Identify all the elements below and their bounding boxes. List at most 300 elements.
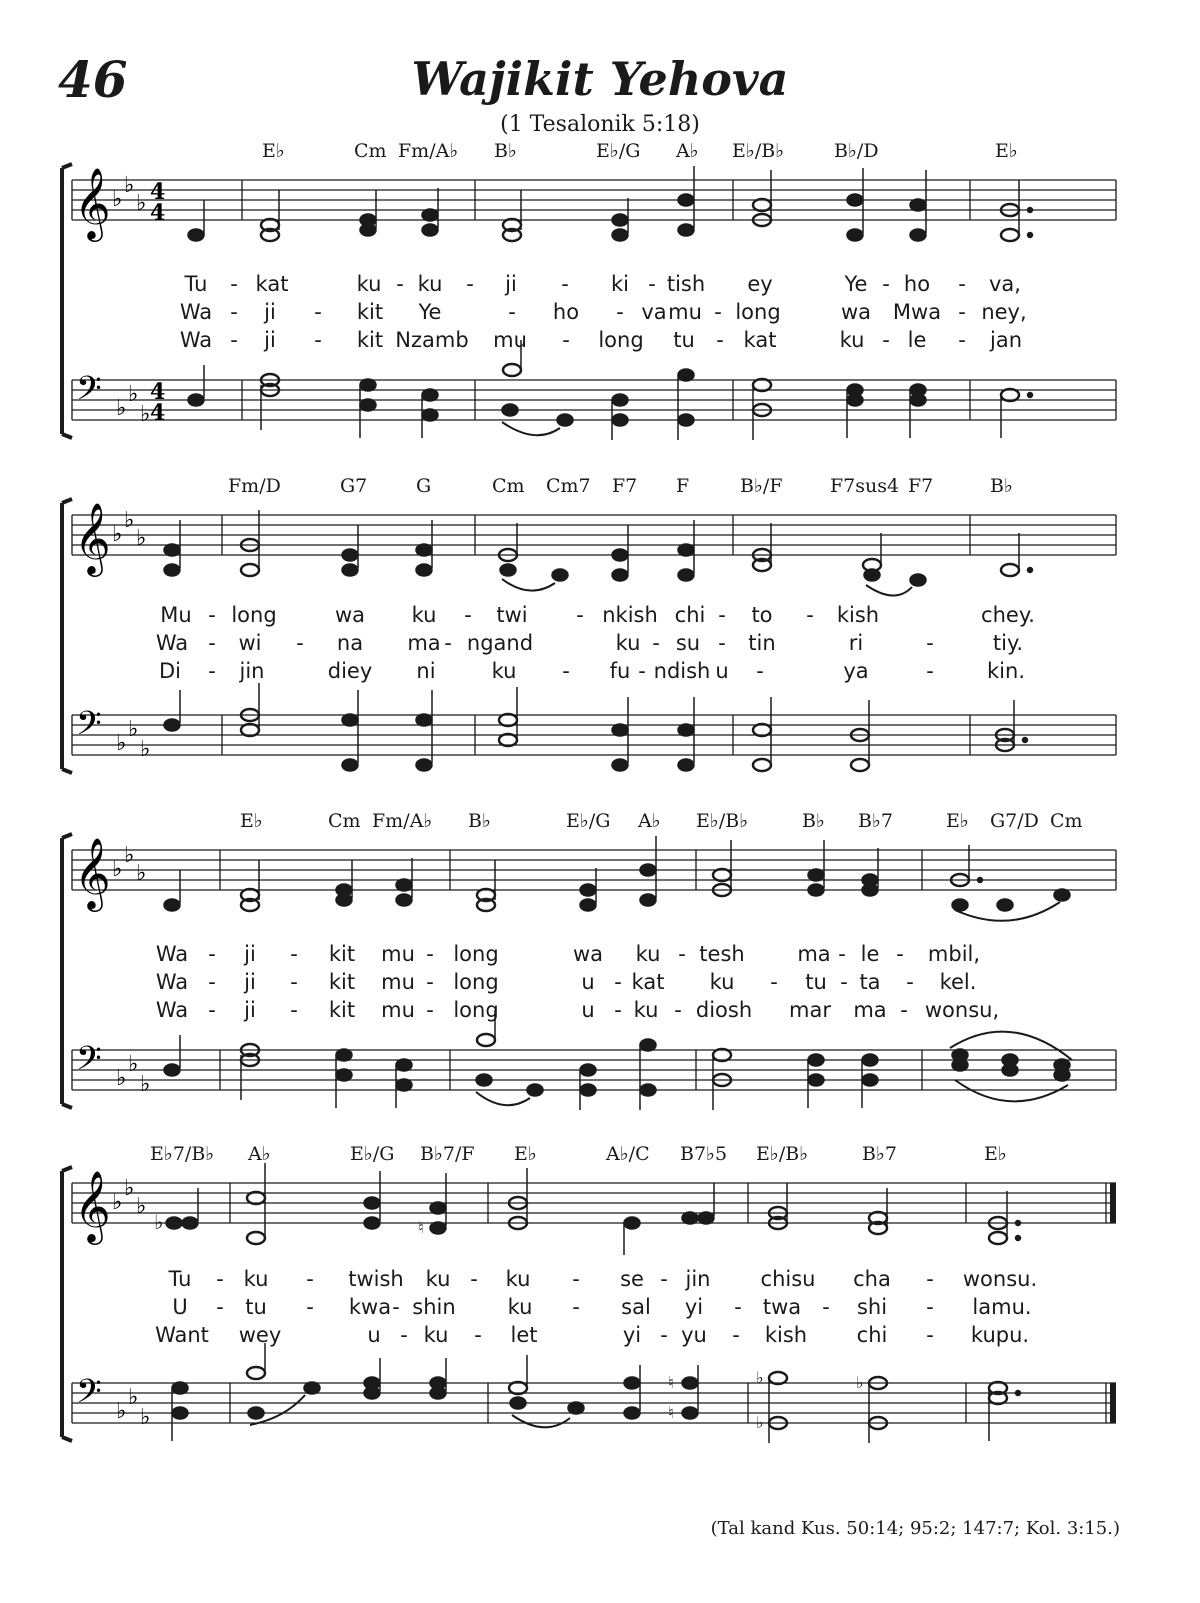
chord-symbol: A♭	[676, 140, 699, 162]
svg-text:♭: ♭	[136, 1194, 147, 1219]
lyric-syllable: -	[306, 1267, 314, 1291]
lyric-syllable: Want	[155, 1323, 209, 1347]
lyric-syllable: Ye	[418, 300, 442, 324]
music-system-4	[0, 1143, 1200, 1453]
chord-symbol: E♭/B♭	[756, 1143, 809, 1165]
lyric-syllable: mu	[668, 300, 702, 324]
lyric-syllable: -	[208, 603, 216, 627]
chord-symbol: Fm/A♭	[372, 810, 433, 832]
lyric-syllable: ku	[839, 328, 865, 352]
lyric-syllable: -	[400, 1323, 408, 1347]
lyric-syllable: diey	[327, 659, 373, 683]
lyric-syllable: Ye	[844, 272, 868, 296]
lyric-syllable: kit	[328, 970, 356, 994]
lyric-syllable: -	[718, 631, 726, 655]
lyric-syllable: -	[314, 300, 322, 324]
lyric-syllable: chi	[856, 1323, 888, 1347]
lyric-syllable: wa	[840, 300, 872, 324]
lyric-syllable: -	[572, 1267, 580, 1291]
lyric-syllable: le	[860, 942, 880, 966]
lyric-syllable: wi	[238, 631, 262, 655]
lyric-syllable: -	[561, 272, 569, 296]
svg-text:♭: ♭	[140, 1405, 151, 1430]
chord-symbol: Cm	[492, 475, 525, 497]
lyric-syllable: ma	[407, 631, 441, 655]
lyric-syllable: tu	[245, 1295, 267, 1319]
chord-symbol: E♭/B♭	[732, 140, 785, 162]
lyric-syllable: Nzamb	[395, 328, 469, 352]
chord-symbol: B♭7	[862, 1143, 898, 1165]
chord-symbol: E♭/B♭	[696, 810, 749, 832]
chord-symbol: B♭/D	[834, 140, 879, 162]
svg-text:♭: ♭	[128, 1052, 139, 1077]
lyric-syllable: -	[208, 998, 216, 1022]
lyric-syllable: yi	[684, 1295, 704, 1319]
lyric-syllable: -	[716, 328, 724, 352]
chord-symbol: E♭	[995, 140, 1018, 162]
lyrics-verse-3	[0, 998, 1200, 1026]
chord-symbol: F7sus4	[830, 475, 900, 497]
chord-symbol: F7	[908, 475, 934, 497]
lyric-syllable: ku	[356, 272, 382, 296]
lyric-syllable: kwa	[348, 1295, 392, 1319]
lyric-syllable: ney,	[981, 300, 1027, 324]
svg-text:♭: ♭	[112, 522, 123, 547]
chord-symbol: B♭7	[858, 810, 894, 832]
lyric-syllable: -	[426, 998, 434, 1022]
lyric-syllable: -	[208, 659, 216, 683]
lyric-syllable: ji	[505, 272, 517, 296]
lyric-syllable: ma	[797, 942, 831, 966]
lyric-syllable: ku	[633, 998, 659, 1022]
lyric-syllable: va	[641, 300, 667, 324]
lyric-syllable: -	[660, 1323, 668, 1347]
chord-symbol: B♭7/F	[420, 1143, 475, 1165]
svg-text:♭: ♭	[128, 382, 139, 407]
lyric-syllable: tish	[666, 272, 706, 296]
lyric-syllable: kel.	[939, 970, 977, 994]
music-system-2	[0, 475, 1200, 785]
svg-text:♭: ♭	[856, 1373, 864, 1392]
lyric-syllable: -	[508, 300, 516, 324]
lyric-syllable: ta	[859, 970, 881, 994]
lyric-syllable: ku	[425, 1267, 451, 1291]
lyric-syllable: -	[674, 998, 682, 1022]
song-title: Wajikit Yehova	[411, 52, 789, 106]
lyric-syllable: long	[453, 970, 499, 994]
lyric-syllable: Tu	[184, 272, 208, 296]
lyric-syllable: -	[466, 272, 474, 296]
chord-symbol: G7/D	[990, 810, 1039, 832]
lyric-syllable: -	[474, 1323, 482, 1347]
chord-symbol: B♭	[802, 810, 825, 832]
lyric-syllable: diosh	[695, 998, 753, 1022]
lyric-syllable: kit	[356, 300, 384, 324]
lyric-syllable: ku	[635, 942, 661, 966]
svg-text:♮: ♮	[418, 1218, 424, 1237]
music-system-3	[0, 810, 1200, 1120]
svg-text:4: 4	[150, 400, 166, 426]
lyric-syllable: ku	[411, 603, 437, 627]
lyric-syllable: -	[562, 659, 570, 683]
lyric-syllable: -	[958, 272, 966, 296]
lyric-syllable: kit	[328, 998, 356, 1022]
chord-symbol: G	[416, 475, 432, 497]
lyric-syllable: long	[598, 328, 644, 352]
lyric-syllable: Wa	[179, 328, 213, 352]
svg-text:𝄢: 𝄢	[76, 1373, 102, 1419]
chord-symbol: E♭7/B♭	[150, 1143, 215, 1165]
lyric-syllable: ya	[843, 659, 869, 683]
lyric-syllable: u	[581, 970, 595, 994]
chord-symbol: A♭/C	[606, 1143, 650, 1165]
lyric-syllable: -	[290, 942, 298, 966]
lyric-syllable: mu	[381, 942, 415, 966]
lyric-syllable: Wa	[155, 631, 189, 655]
lyric-syllable: -	[572, 1295, 580, 1319]
lyric-syllable: -	[208, 970, 216, 994]
lyric-syllable: -	[290, 998, 298, 1022]
chord-symbol: E♭	[946, 810, 969, 832]
svg-text:♭: ♭	[128, 717, 139, 742]
svg-text:𝄞: 𝄞	[74, 836, 111, 909]
lyric-syllable: -	[562, 328, 570, 352]
chord-symbol: B♭	[494, 140, 517, 162]
lyrics-verse-1	[0, 942, 1200, 970]
svg-text:♭: ♭	[116, 731, 127, 756]
lyric-syllable: long	[735, 300, 781, 324]
chord-symbol: E♭	[262, 140, 285, 162]
lyric-syllable: -	[396, 272, 404, 296]
lyric-syllable: -	[576, 603, 584, 627]
svg-text:♭: ♭	[140, 1072, 151, 1097]
lyrics-verse-3	[0, 1323, 1200, 1351]
lyric-syllable: twa	[762, 1295, 802, 1319]
svg-text:♭: ♭	[124, 843, 135, 868]
lyric-syllable: Wa	[155, 998, 189, 1022]
chord-symbol: E♭	[984, 1143, 1007, 1165]
lyric-syllable: -	[426, 942, 434, 966]
lyric-syllable: kit	[356, 328, 384, 352]
lyric-syllable: -	[296, 631, 304, 655]
lyric-syllable: -	[306, 1295, 314, 1319]
lyric-syllable: -	[392, 1295, 400, 1319]
chord-symbol: Fm/A♭	[398, 140, 459, 162]
lyric-syllable: -	[678, 942, 686, 966]
music-system-1	[0, 140, 1200, 450]
svg-text:♭: ♭	[112, 1190, 123, 1215]
svg-text:𝄢: 𝄢	[76, 1040, 102, 1086]
lyric-syllable: ho	[552, 300, 580, 324]
lyric-syllable: cha	[853, 1267, 891, 1291]
lyric-syllable: -	[926, 1323, 934, 1347]
lyric-syllable: ngand	[466, 631, 534, 655]
lyric-syllable: mu	[381, 998, 415, 1022]
lyric-syllable: long	[453, 942, 499, 966]
lyric-syllable: tu	[673, 328, 695, 352]
lyric-syllable: -	[230, 328, 238, 352]
lyric-syllable: mu	[493, 328, 527, 352]
svg-text:♭: ♭	[124, 508, 135, 533]
lyric-syllable: ku	[243, 1267, 269, 1291]
svg-text:♭: ♭	[124, 1176, 135, 1201]
lyric-syllable: jan	[989, 328, 1023, 352]
lyric-syllable: -	[734, 1295, 742, 1319]
lyric-syllable: -	[896, 942, 904, 966]
lyric-syllable: Mwa	[892, 300, 942, 324]
lyric-syllable: jin	[685, 1267, 711, 1291]
lyric-syllable: -	[840, 970, 848, 994]
svg-text:♮: ♮	[668, 1373, 674, 1392]
svg-text:♭: ♭	[112, 187, 123, 212]
lyric-syllable: ndish	[653, 659, 711, 683]
footer-reference: (Tal kand Kus. 50:14; 95:2; 147:7; Kol. 3:15.)	[710, 1518, 1120, 1539]
lyric-syllable: mu	[381, 970, 415, 994]
lyric-syllable: wonsu.	[962, 1267, 1038, 1291]
svg-text:4: 4	[150, 379, 166, 405]
svg-text:𝄞: 𝄞	[74, 166, 111, 239]
lyric-syllable: kin.	[987, 659, 1025, 683]
lyric-syllable: nkish	[602, 603, 658, 627]
svg-text:♭: ♭	[136, 526, 147, 551]
lyric-syllable: ku	[417, 272, 443, 296]
lyric-syllable: -	[216, 1295, 224, 1319]
svg-text:♮: ♮	[668, 1403, 674, 1422]
lyric-syllable: chey.	[981, 603, 1035, 627]
chord-symbol: Cm7	[546, 475, 591, 497]
lyric-syllable: Wa	[155, 970, 189, 994]
lyric-syllable: -	[926, 1295, 934, 1319]
lyric-syllable: sal	[621, 1295, 651, 1319]
lyric-syllable: long	[231, 603, 277, 627]
lyric-syllable: u	[367, 1323, 381, 1347]
lyric-syllable: twi	[496, 603, 528, 627]
lyric-syllable: -	[314, 328, 322, 352]
lyric-syllable: u	[581, 998, 595, 1022]
lyric-syllable: -	[770, 970, 778, 994]
lyric-syllable: -	[822, 1295, 830, 1319]
chord-symbol: Cm	[328, 810, 361, 832]
lyric-syllable: tin	[748, 631, 776, 655]
chord-symbol: E♭/G	[350, 1143, 395, 1165]
lyric-syllable: ey	[747, 272, 773, 296]
chord-symbol: B♭	[990, 475, 1013, 497]
lyric-syllable: jin	[239, 659, 265, 683]
lyrics-verse-2	[0, 1295, 1200, 1323]
lyric-syllable: -	[290, 970, 298, 994]
lyric-syllable: ku	[423, 1323, 449, 1347]
lyric-syllable: u	[715, 659, 729, 683]
lyric-syllable: -	[906, 970, 914, 994]
lyric-syllable: va,	[989, 272, 1021, 296]
lyric-syllable: ku	[507, 1295, 533, 1319]
lyric-syllable: lamu.	[972, 1295, 1032, 1319]
lyric-syllable: -	[660, 1267, 668, 1291]
lyric-syllable: -	[616, 300, 624, 324]
lyric-syllable: ku	[615, 631, 641, 655]
lyric-syllable: -	[806, 603, 814, 627]
chord-symbol: B7♭5	[680, 1143, 728, 1165]
lyric-syllable: ji	[244, 998, 256, 1022]
lyric-syllable: -	[208, 631, 216, 655]
lyric-syllable: -	[882, 272, 890, 296]
lyric-syllable: yu	[681, 1323, 707, 1347]
svg-text:♭: ♭	[136, 861, 147, 886]
lyric-syllable: -	[208, 942, 216, 966]
song-number: 46	[58, 50, 128, 109]
lyric-syllable: ho	[903, 272, 931, 296]
lyric-syllable: -	[838, 942, 846, 966]
svg-text:♭: ♭	[756, 1368, 764, 1387]
chord-symbol: Cm	[1050, 810, 1083, 832]
lyric-syllable: wa	[572, 942, 604, 966]
chord-symbol: F7	[612, 475, 638, 497]
svg-text:4: 4	[150, 179, 166, 205]
lyric-syllable: kupu.	[970, 1323, 1030, 1347]
lyric-syllable: -	[638, 659, 646, 683]
lyric-syllable: -	[958, 328, 966, 352]
lyric-syllable: kish	[836, 603, 880, 627]
lyric-syllable: yi	[622, 1323, 642, 1347]
lyrics-verse-1	[0, 272, 1200, 300]
lyric-syllable: se	[620, 1267, 644, 1291]
svg-text:♭: ♭	[112, 857, 123, 882]
lyric-syllable: -	[958, 300, 966, 324]
svg-text:𝄞: 𝄞	[74, 501, 111, 574]
lyric-syllable: Wa	[179, 300, 213, 324]
lyric-syllable: le	[907, 328, 927, 352]
lyric-syllable: to	[751, 603, 773, 627]
lyric-syllable: -	[614, 998, 622, 1022]
chord-symbol: A♭	[248, 1143, 271, 1165]
lyric-syllable: -	[216, 1267, 224, 1291]
lyric-syllable: su	[675, 631, 701, 655]
lyric-syllable: na	[336, 631, 364, 655]
svg-text:♭: ♭	[116, 1066, 127, 1091]
lyrics-verse-3	[0, 328, 1200, 356]
scripture-reference: (1 Tesalonik 5:18)	[500, 112, 700, 137]
svg-text:𝄢: 𝄢	[76, 370, 102, 416]
lyric-syllable: kit	[328, 942, 356, 966]
lyric-syllable: chisu	[760, 1267, 816, 1291]
lyric-syllable: let	[510, 1323, 538, 1347]
lyric-syllable: ku	[505, 1267, 531, 1291]
lyric-syllable: ji	[264, 328, 276, 352]
lyric-syllable: ji	[244, 970, 256, 994]
chord-symbol: E♭/G	[566, 810, 611, 832]
lyric-syllable: -	[230, 300, 238, 324]
lyrics-verse-3	[0, 659, 1200, 687]
lyric-syllable: -	[882, 328, 890, 352]
svg-text:𝄢: 𝄢	[76, 705, 102, 751]
svg-text:♭: ♭	[140, 737, 151, 762]
chord-symbol: B♭	[468, 810, 491, 832]
lyric-syllable: -	[718, 603, 726, 627]
lyric-syllable: -	[714, 300, 722, 324]
svg-text:♭: ♭	[154, 1210, 164, 1234]
lyric-syllable: ji	[244, 942, 256, 966]
chord-symbol: G7	[340, 475, 368, 497]
lyrics-verse-2	[0, 970, 1200, 998]
lyric-syllable: -	[652, 631, 660, 655]
lyric-syllable: ku	[709, 970, 735, 994]
svg-text:♭: ♭	[140, 402, 151, 427]
lyric-syllable: wey	[238, 1323, 282, 1347]
lyric-syllable: shi	[856, 1295, 888, 1319]
lyric-syllable: tesh	[699, 942, 745, 966]
chord-symbol: Fm/D	[228, 475, 281, 497]
lyric-syllable: Di	[158, 659, 182, 683]
lyrics-verse-1	[0, 603, 1200, 631]
lyrics-verse-2	[0, 300, 1200, 328]
lyric-syllable: kat	[255, 272, 289, 296]
lyric-syllable: ki	[611, 272, 629, 296]
lyric-syllable: ri	[848, 631, 864, 655]
lyric-syllable: long	[453, 998, 499, 1022]
chord-symbol: Cm	[354, 140, 387, 162]
lyric-syllable: ni	[416, 659, 436, 683]
lyric-syllable: Tu	[168, 1267, 192, 1291]
lyric-syllable: Mu	[160, 603, 192, 627]
lyric-syllable: ku	[491, 659, 517, 683]
lyric-syllable: kat	[743, 328, 777, 352]
lyric-syllable: -	[648, 272, 656, 296]
lyric-syllable: fu	[609, 659, 631, 683]
svg-text:♭: ♭	[136, 191, 147, 216]
lyric-syllable: chi	[674, 603, 706, 627]
svg-text:♭: ♭	[128, 1385, 139, 1410]
lyric-syllable: kish	[764, 1323, 808, 1347]
lyric-syllable: wa	[334, 603, 366, 627]
lyric-syllable: -	[614, 970, 622, 994]
lyric-syllable: ji	[264, 300, 276, 324]
svg-text:4: 4	[150, 200, 166, 226]
chord-symbol: E♭/G	[596, 140, 641, 162]
svg-text:♭: ♭	[756, 1413, 764, 1432]
lyric-syllable: mar	[789, 998, 831, 1022]
chord-symbol: F	[676, 475, 690, 497]
chord-symbol: E♭	[240, 810, 263, 832]
lyric-syllable: -	[464, 603, 472, 627]
lyric-syllable: -	[444, 631, 452, 655]
svg-text:♭: ♭	[116, 396, 127, 421]
lyric-syllable: mbil,	[927, 942, 981, 966]
chord-symbol: E♭	[514, 1143, 537, 1165]
chord-symbol: A♭	[638, 810, 661, 832]
lyric-syllable: kat	[631, 970, 665, 994]
lyric-syllable: wonsu,	[924, 998, 1000, 1022]
svg-text:♭: ♭	[116, 1399, 127, 1424]
lyric-syllable: tu	[805, 970, 827, 994]
lyric-syllable: tiy.	[992, 631, 1024, 655]
lyric-syllable: -	[900, 998, 908, 1022]
lyric-syllable: -	[230, 272, 238, 296]
lyric-syllable: -	[926, 631, 934, 655]
lyric-syllable: twish	[348, 1267, 404, 1291]
lyric-syllable: ma	[853, 998, 887, 1022]
lyrics-verse-1	[0, 1267, 1200, 1295]
lyric-syllable: -	[470, 1267, 478, 1291]
chord-symbol: B♭/F	[740, 475, 783, 497]
lyric-syllable: shin	[412, 1295, 456, 1319]
lyric-syllable: Wa	[155, 942, 189, 966]
lyric-syllable: U	[172, 1295, 188, 1319]
lyric-syllable: -	[926, 1267, 934, 1291]
lyric-syllable: -	[732, 1323, 740, 1347]
svg-text:♭: ♭	[124, 173, 135, 198]
lyric-syllable: -	[926, 659, 934, 683]
lyrics-verse-2	[0, 631, 1200, 659]
